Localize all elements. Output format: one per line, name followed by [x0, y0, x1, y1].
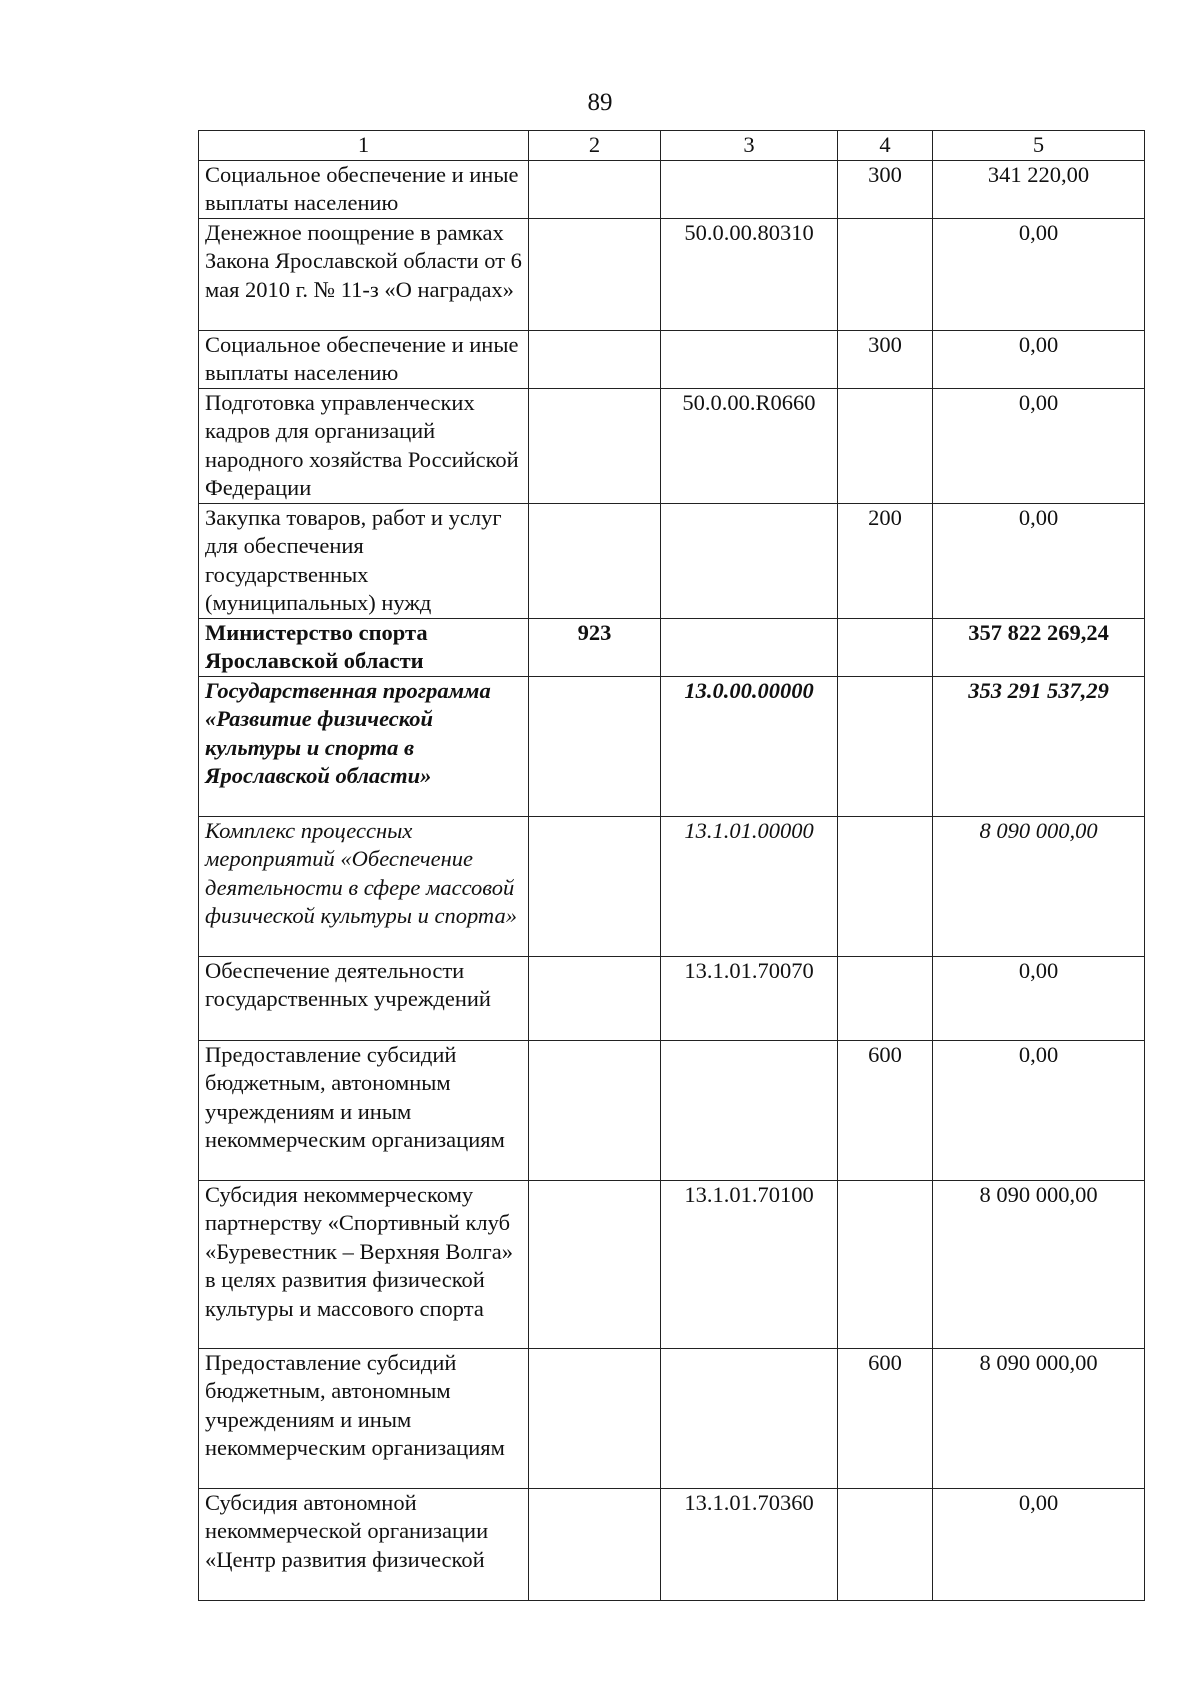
row-name: Обеспечение деятельности государственных учреждений: [199, 956, 529, 1040]
row-amount: 353 291 537,29: [933, 676, 1145, 816]
row-expense-kind: 600: [838, 1348, 933, 1488]
row-expense-kind: [838, 618, 933, 676]
row-target-code: [661, 330, 838, 388]
row-amount: 8 090 000,00: [933, 816, 1145, 956]
row-department-code: [529, 218, 661, 330]
row-department-code: [529, 503, 661, 618]
row-amount: 0,00: [933, 1488, 1145, 1600]
table-row: [199, 618, 1145, 676]
row-name: Подготовка управленческих кадров для организаций народного хозяйства Российской Федерации: [199, 388, 529, 503]
row-amount: 357 822 269,24: [933, 618, 1145, 676]
column-header: 5: [933, 131, 1145, 161]
table-header-row: [199, 131, 1145, 161]
row-department-code: 923: [529, 618, 661, 676]
row-name: Субсидия некоммерческому партнерству «Спортивный клуб «Буревестник – Верхняя Волга» в целях развития физической культуры и массового спорта: [199, 1180, 529, 1348]
table-row: [199, 956, 1145, 1040]
table-row: [199, 330, 1145, 388]
row-department-code: [529, 1040, 661, 1180]
row-amount: 8 090 000,00: [933, 1180, 1145, 1348]
row-target-code: 50.0.00.80310: [661, 218, 838, 330]
row-department-code: [529, 160, 661, 218]
row-name: Министерство спорта Ярославской области: [199, 618, 529, 676]
row-department-code: [529, 330, 661, 388]
column-header: 4: [838, 131, 933, 161]
row-name: Государственная программа «Развитие физической культуры и спорта в Ярославской области»: [199, 676, 529, 816]
row-expense-kind: 600: [838, 1040, 933, 1180]
table-row: [199, 816, 1145, 956]
row-department-code: [529, 1488, 661, 1600]
row-expense-kind: [838, 676, 933, 816]
table-row: [199, 1488, 1145, 1600]
row-amount: 341 220,00: [933, 160, 1145, 218]
row-expense-kind: [838, 218, 933, 330]
budget-table: [198, 130, 1145, 1601]
row-department-code: [529, 1348, 661, 1488]
row-target-code: 13.1.01.70100: [661, 1180, 838, 1348]
row-department-code: [529, 956, 661, 1040]
table-row: [199, 218, 1145, 330]
row-department-code: [529, 676, 661, 816]
table-row: [199, 1348, 1145, 1488]
row-target-code: 13.1.01.70070: [661, 956, 838, 1040]
row-target-code: [661, 1348, 838, 1488]
row-expense-kind: 300: [838, 160, 933, 218]
row-name: Социальное обеспечение и иные выплаты населению: [199, 160, 529, 218]
row-department-code: [529, 388, 661, 503]
row-expense-kind: [838, 388, 933, 503]
table-row: [199, 160, 1145, 218]
row-amount: 0,00: [933, 388, 1145, 503]
column-header: 1: [199, 131, 529, 161]
row-expense-kind: [838, 956, 933, 1040]
row-target-code: [661, 618, 838, 676]
row-name: Денежное поощрение в рамках Закона Ярославской области от 6 мая 2010 г. № 11-з «О наградах»: [199, 218, 529, 330]
row-expense-kind: [838, 1180, 933, 1348]
table-row: [199, 1180, 1145, 1348]
row-name: Предоставление субсидий бюджетным, автономным учреждениям и иным некоммерческим организациям: [199, 1348, 529, 1488]
table-row: [199, 676, 1145, 816]
row-target-code: 13.0.00.00000: [661, 676, 838, 816]
row-name: Социальное обеспечение и иные выплаты населению: [199, 330, 529, 388]
row-target-code: 13.1.01.00000: [661, 816, 838, 956]
row-target-code: [661, 503, 838, 618]
row-expense-kind: 300: [838, 330, 933, 388]
row-amount: 0,00: [933, 1040, 1145, 1180]
row-amount: 0,00: [933, 330, 1145, 388]
column-header: 3: [661, 131, 838, 161]
row-department-code: [529, 816, 661, 956]
row-name: Комплекс процессных мероприятий «Обеспечение деятельности в сфере массовой физической культуры и спорта»: [199, 816, 529, 956]
row-amount: 8 090 000,00: [933, 1348, 1145, 1488]
row-target-code: [661, 160, 838, 218]
table-row: [199, 388, 1145, 503]
row-expense-kind: [838, 816, 933, 956]
column-header: 2: [529, 131, 661, 161]
row-target-code: [661, 1040, 838, 1180]
row-name: Закупка товаров, работ и услуг для обеспечения государственных (муниципальных) нужд: [199, 503, 529, 618]
row-expense-kind: 200: [838, 503, 933, 618]
table-row: [199, 1040, 1145, 1180]
row-amount: 0,00: [933, 956, 1145, 1040]
row-target-code: 13.1.01.70360: [661, 1488, 838, 1600]
page-number: 89: [587, 89, 613, 116]
row-department-code: [529, 1180, 661, 1348]
table-row: [199, 503, 1145, 618]
row-target-code: 50.0.00.R0660: [661, 388, 838, 503]
row-expense-kind: [838, 1488, 933, 1600]
row-name: Предоставление субсидий бюджетным, автономным учреждениям и иным некоммерческим организациям: [199, 1040, 529, 1180]
row-amount: 0,00: [933, 218, 1145, 330]
row-name: Субсидия автономной некоммерческой организации «Центр развития физической: [199, 1488, 529, 1600]
row-amount: 0,00: [933, 503, 1145, 618]
